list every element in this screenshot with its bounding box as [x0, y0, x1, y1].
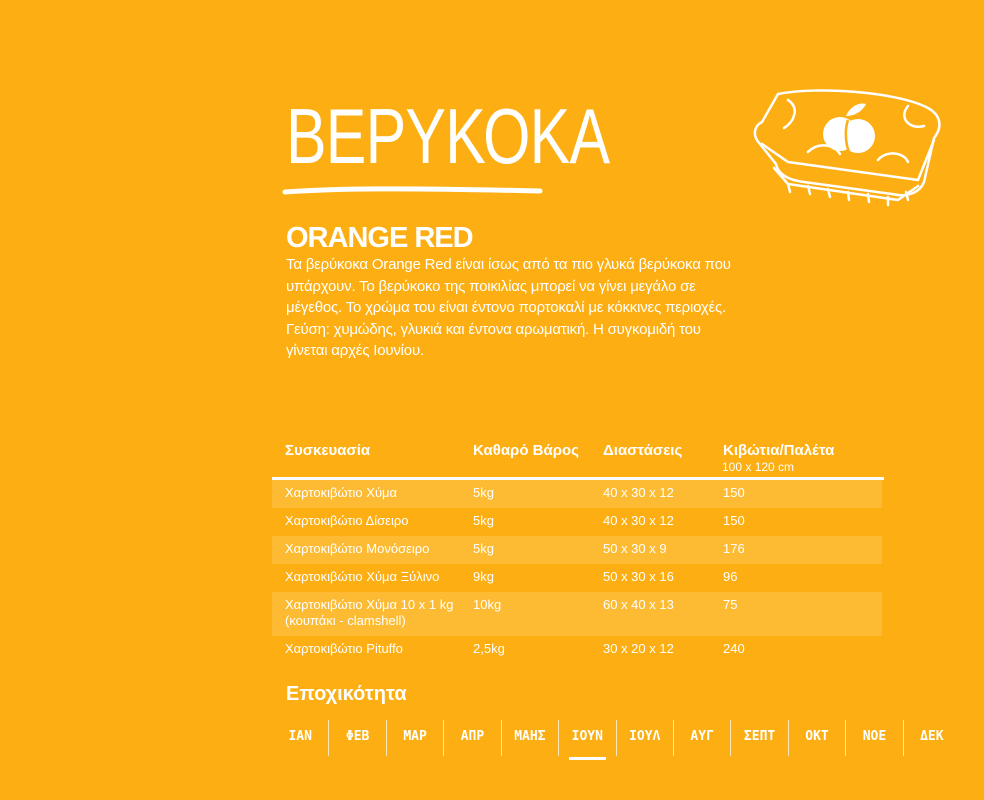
table-row	[272, 508, 882, 536]
cell-package: Χαρτοκιβώτιο Χύμα	[285, 485, 398, 500]
cell-crates: 75	[723, 597, 738, 612]
cell-dimensions: 30 x 20 x 12	[603, 641, 674, 656]
page-title: ΒΕΡΥΚΟΚΑ	[286, 92, 610, 180]
header-crates-per-pallet: Κιβώτια/Παλέτα	[723, 442, 835, 459]
cell-crates: 150	[723, 513, 745, 528]
cell-dimensions: 40 x 30 x 12	[603, 485, 674, 500]
cell-package: Χαρτοκιβώτιο Μονόσειρο	[285, 541, 430, 556]
cell-crates: 96	[723, 569, 738, 584]
packaging-table	[272, 438, 882, 656]
cell-package: Χαρτοκιβώτιο Δίσειρο	[285, 513, 409, 528]
cell-weight: 5kg	[473, 485, 494, 500]
table-row	[272, 536, 882, 564]
month-tab-aug[interactable]: ΑΥΓ	[673, 720, 730, 756]
month-tab-jan[interactable]: ΙΑΝ	[288, 729, 312, 744]
cell-dimensions: 40 x 30 x 12	[603, 513, 674, 528]
header-net-weight: Καθαρό Βάρος	[473, 442, 579, 459]
month-tab-dec[interactable]: ΔΕΚ	[903, 720, 960, 756]
cell-weight: 9kg	[473, 569, 494, 584]
cell-crates: 176	[723, 541, 745, 556]
header-pallet-size: 100 x 120 cm	[722, 460, 795, 474]
month-tab-may[interactable]: ΜΑΗΣ	[501, 720, 558, 756]
month-tab-oct[interactable]: ΟΚΤ	[788, 720, 845, 756]
header-package: Συσκευασία	[285, 442, 371, 459]
cell-weight: 5kg	[473, 513, 494, 528]
table-header	[272, 438, 882, 478]
cell-crates: 150	[723, 485, 745, 500]
table-row	[272, 592, 882, 636]
title-underline	[282, 182, 544, 198]
cell-crates: 240	[723, 641, 745, 656]
table-row	[272, 636, 882, 664]
month-selector	[272, 720, 960, 760]
cell-weight: 2,5kg	[473, 641, 505, 656]
table-row	[272, 564, 882, 592]
table-row	[272, 480, 882, 508]
month-tab-apr[interactable]: ΑΠΡ	[443, 720, 500, 756]
month-tab-nov[interactable]: ΝΟΕ	[845, 720, 902, 756]
cell-weight: 10kg	[473, 597, 502, 612]
variety-description: Τα βερύκοκα Orange Red είναι ίσως από τα πιο γλυκά βερύκοκα που υπάρχουν. Το βερύκοκο της ποικιλίας μπορεί να γίνει μεγάλο σε μέγεθος. Το χρώμα του είναι έντονο πορτοκαλί με κόκκινες περιοχές. Γεύση: χυμώδης, γλυκιά και έντονα αρωματική. Η συγκομιδή του γίνεται αρχές Ιουνίου.	[286, 256, 731, 359]
cell-dimensions: 50 x 30 x 16	[603, 569, 674, 584]
packaged-apricot-tray-icon	[748, 82, 944, 218]
month-tab-sep[interactable]: ΣΕΠΤ	[730, 720, 787, 756]
month-tab-jun[interactable]: ΙΟΥΝ	[558, 720, 615, 756]
cell-dimensions: 60 x 40 x 13	[603, 597, 674, 612]
seasonality-title: Εποχικότητα	[286, 683, 407, 705]
month-tab-feb[interactable]: ΦΕΒ	[328, 720, 385, 756]
header-dimensions: Διαστάσεις	[603, 442, 683, 459]
cell-dimensions: 50 x 30 x 9	[603, 541, 667, 556]
cell-package: Χαρτοκιβώτιο Χύμα 10 x 1 kg (κουπάκι - clamshell)	[285, 597, 454, 628]
month-tab-jul[interactable]: ΙΟΥΛ	[616, 720, 673, 756]
cell-weight: 5kg	[473, 541, 494, 556]
variety-name: ORANGE RED	[286, 222, 473, 254]
month-tab-mar[interactable]: ΜΑΡ	[386, 720, 443, 756]
cell-package: Χαρτοκιβώτιο Pituffo	[285, 641, 403, 656]
cell-package: Χαρτοκιβώτιο Χύμα Ξύλινο	[285, 569, 440, 584]
